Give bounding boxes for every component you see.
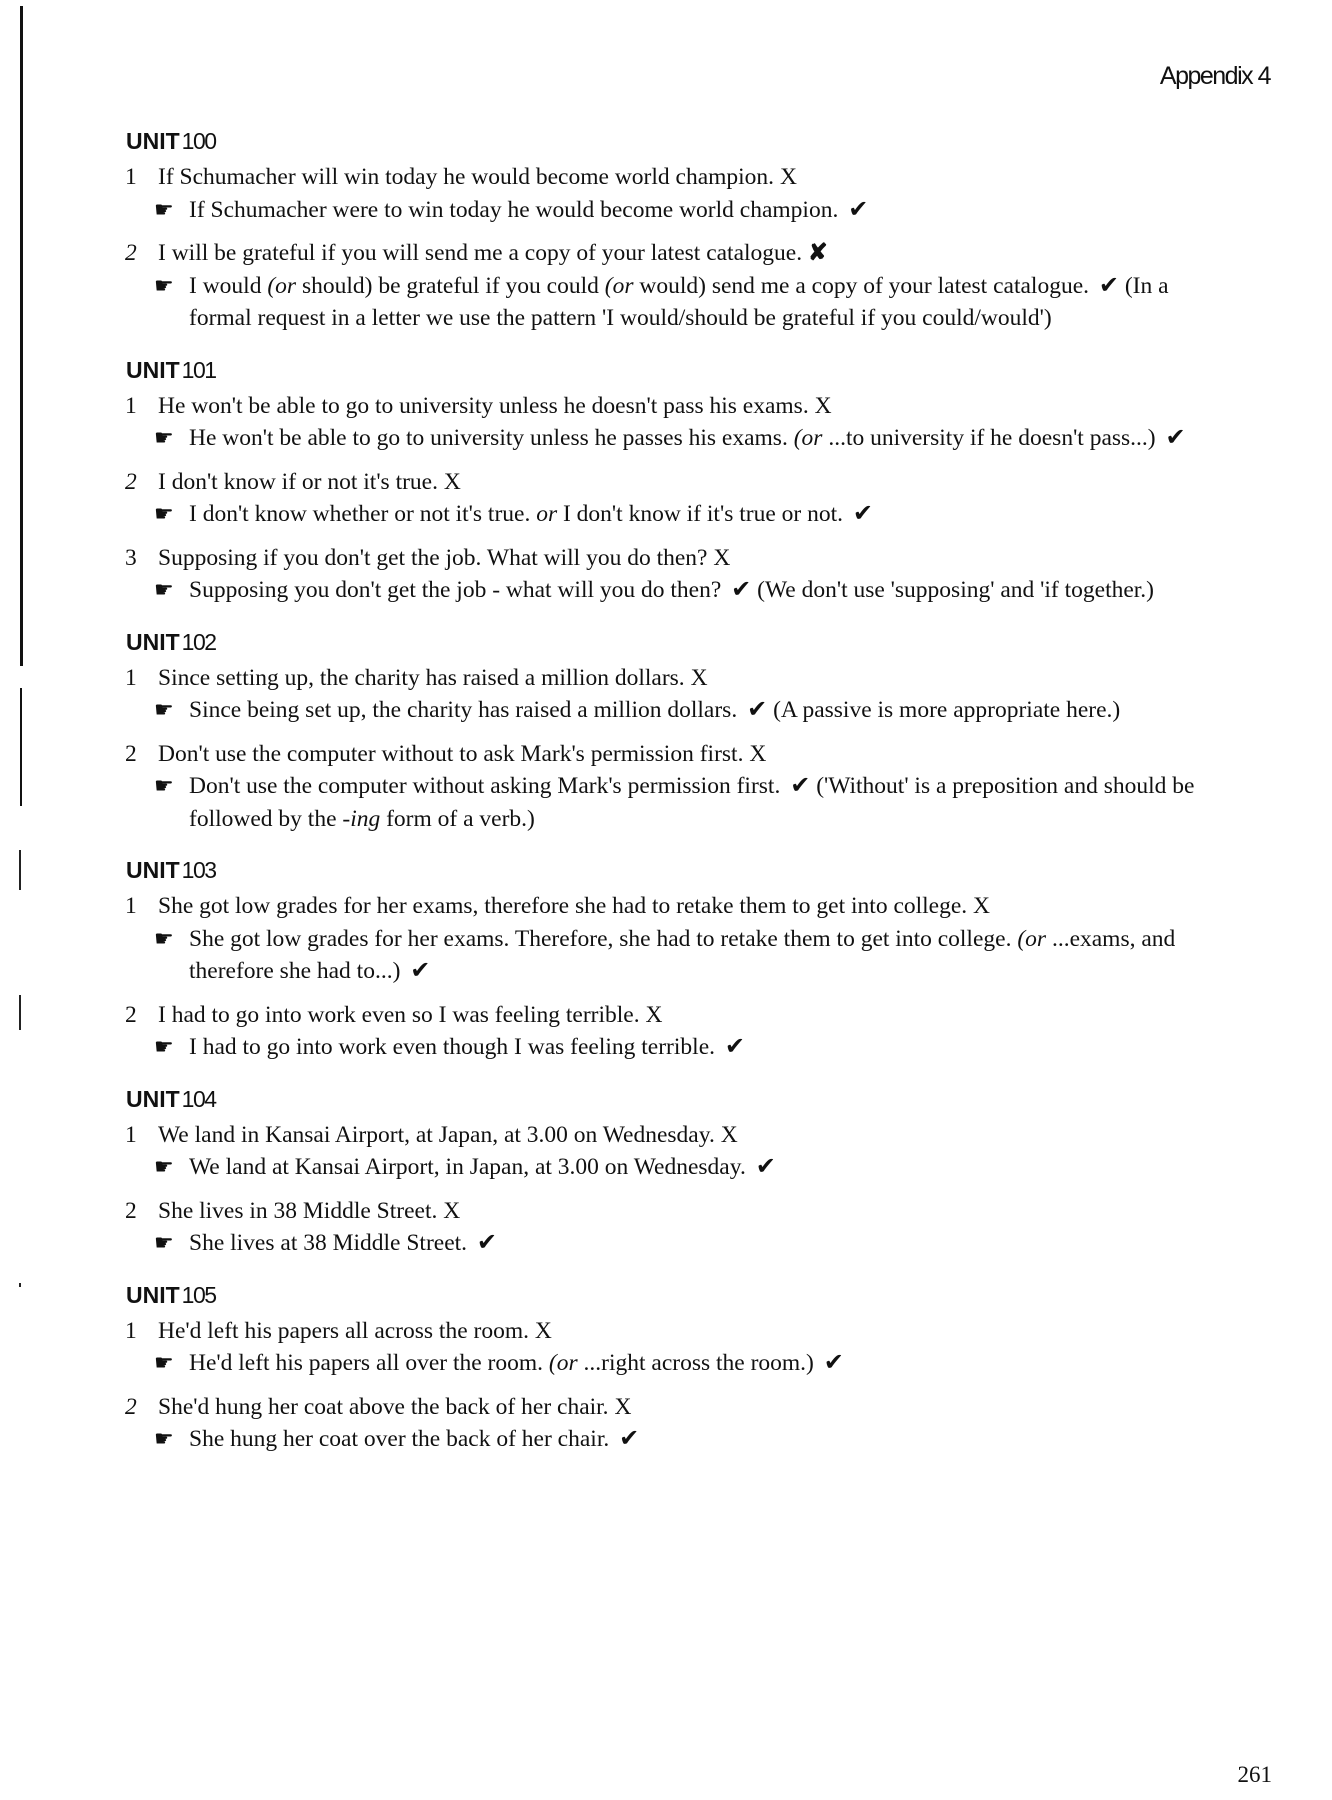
corrected-sentence: ☛ He won't be able to go to university unless he passes his exams. (or ...to university if he doesn't pass...) ✔: [122, 422, 1202, 455]
pointing-hand-icon: ☛: [154, 1230, 174, 1255]
unit-keyword: UNIT: [126, 356, 180, 383]
italic-term: (or: [1017, 925, 1047, 952]
incorrect-text: I had to go into work even so I was feeling terrible. X: [158, 1001, 663, 1028]
incorrect-sentence: [122, 999, 1202, 1032]
wrong-mark: X: [720, 1121, 738, 1148]
scan-mark: [19, 1283, 21, 1287]
pointing-hand-icon: ☛: [154, 196, 174, 222]
incorrect-text: He'd left his papers all across the room. X: [158, 1317, 552, 1344]
incorrect-sentence: [122, 1119, 1202, 1152]
unit-heading: [126, 1086, 1202, 1113]
incorrect-sentence: [122, 1195, 1202, 1228]
answer-item: [122, 1195, 1202, 1260]
italic-term: (or: [793, 425, 823, 451]
scan-mark: [19, 995, 21, 1030]
wrong-mark: X: [534, 1317, 552, 1344]
binding-edge-line: [20, 6, 23, 666]
answer-item: [122, 466, 1202, 531]
incorrect-sentence: [122, 662, 1202, 695]
page-number: 261: [1237, 1762, 1272, 1787]
italic-term: (or: [548, 1350, 578, 1376]
corrected-sentence: ☛ We land at Kansai Airport, in Japan, at 3.00 on Wednesday. ✔: [122, 1151, 1202, 1184]
pointing-hand-icon: ☛: [154, 501, 174, 526]
corrected-sentence: ☛ Supposing you don't get the job - what will you do then? ✔ (We don't use 'supposing' and 'if together.): [122, 574, 1202, 607]
tick-icon: ✔: [1098, 272, 1119, 299]
incorrect-text: She lives in 38 Middle Street. X: [158, 1197, 461, 1224]
incorrect-sentence: [122, 237, 1202, 270]
corrected-sentence: ☛ I don't know whether or not it's true. or I don't know if it's true or not. ✔: [122, 498, 1202, 531]
italic-term: -ing: [342, 805, 381, 832]
tick-icon: ✔: [619, 1426, 640, 1452]
unit-number: 104: [181, 1085, 216, 1112]
italic-term: or: [536, 501, 558, 527]
explanation-note: ('Without' is a preposition and should be followed by the -ing form of a verb.): [189, 773, 1195, 832]
unit-section: [122, 857, 1202, 1064]
italic-term: (or: [604, 272, 634, 299]
item-number: 3: [125, 544, 137, 571]
pointing-hand-icon: ☛: [154, 773, 174, 798]
incorrect-text: Don't use the computer without to ask Mark's permission first. X: [158, 740, 767, 767]
corrected-sentence: ☛ I had to go into work even though I was feeling terrible. ✔: [122, 1031, 1202, 1064]
incorrect-sentence: [122, 161, 1202, 194]
corrected-sentence: ☛ She lives at 38 Middle Street. ✔: [122, 1227, 1202, 1260]
corrected-sentence: ☛ He'd left his papers all over the room. (or ...right across the room.) ✔: [122, 1347, 1202, 1380]
incorrect-text: We land in Kansai Airport, at Japan, at 3.00 on Wednesday. X: [158, 1121, 738, 1148]
unit-keyword: UNIT: [126, 857, 180, 883]
tick-icon: ✔: [848, 196, 869, 223]
incorrect-text: I will be grateful if you will send me a copy of your latest catalogue. ✘: [158, 240, 828, 266]
unit-number: 102: [181, 628, 216, 655]
incorrect-text: Supposing if you don't get the job. What will you do then? X: [158, 544, 731, 571]
wrong-mark: X: [749, 740, 767, 767]
answer-item: [122, 999, 1202, 1064]
wrong-mark: X: [779, 164, 797, 190]
corrected-sentence: ☛ She hung her coat over the back of her chair. ✔: [122, 1423, 1202, 1456]
item-number: 2: [125, 1001, 137, 1028]
corrected-sentence: ☛ I would (or should) be grateful if you could (or would) send me a copy of your latest catalogue. ✔ (In a formal request in a letter we use the pattern 'I would/should be grateful if you could/would'): [122, 270, 1202, 335]
item-number: 1: [125, 664, 137, 691]
running-head: Appendix 4: [1159, 62, 1270, 90]
item-number: 2: [125, 740, 137, 767]
answer-item: [122, 662, 1202, 727]
incorrect-sentence: [122, 1391, 1202, 1424]
corrected-sentence: ☛ If Schumacher were to win today he would become world champion. ✔: [122, 194, 1202, 227]
scan-mark: [19, 850, 21, 890]
answer-item: [122, 390, 1202, 455]
unit-number: 100: [181, 128, 216, 154]
wrong-mark: X: [814, 392, 832, 419]
item-number: 2: [125, 1197, 137, 1224]
answer-key-content: [122, 128, 1202, 1478]
item-number: 1: [125, 893, 137, 919]
item-number: 1: [125, 1317, 137, 1344]
cross-icon: ✘: [807, 240, 828, 266]
unit-heading: [126, 357, 1202, 384]
tick-icon: ✔: [410, 958, 431, 984]
answer-item: [122, 237, 1202, 335]
answer-item: [122, 890, 1202, 988]
wrong-mark: X: [645, 1001, 663, 1028]
incorrect-text: He won't be able to go to university unless he doesn't pass his exams. X: [158, 392, 832, 419]
unit-keyword: UNIT: [126, 128, 180, 154]
answer-item: [122, 1391, 1202, 1456]
incorrect-sentence: [122, 1315, 1202, 1348]
answer-item: [122, 1119, 1202, 1184]
pointing-hand-icon: ☛: [154, 697, 174, 722]
pointing-hand-icon: ☛: [154, 1350, 174, 1375]
unit-heading: [126, 128, 1202, 155]
answer-item: [122, 1315, 1202, 1380]
pointing-hand-icon: ☛: [154, 925, 174, 951]
tick-icon: ✔: [755, 1154, 776, 1180]
unit-number: 105: [181, 1281, 216, 1308]
unit-section: [122, 1086, 1202, 1260]
item-number: 2: [125, 1393, 137, 1420]
explanation-note: (A passive is more appropriate here.): [773, 697, 1121, 723]
tick-icon: ✔: [790, 773, 811, 799]
item-number: 2: [125, 468, 137, 495]
corrected-sentence: ☛ She got low grades for her exams. Therefore, she had to retake them to get into college. (or ...exams, and therefore she had to...) ✔: [122, 923, 1202, 988]
incorrect-text: She'd hung her coat above the back of her chair. X: [158, 1393, 632, 1420]
unit-keyword: UNIT: [126, 1085, 180, 1112]
incorrect-text: She got low grades for her exams, therefore she had to retake them to get into college. X: [158, 893, 991, 919]
tick-icon: ✔: [852, 501, 873, 527]
unit-number: 103: [181, 857, 216, 883]
tick-icon: ✔: [747, 697, 768, 723]
item-number: 1: [125, 392, 137, 419]
answer-item: [122, 542, 1202, 607]
pointing-hand-icon: ☛: [154, 272, 174, 298]
incorrect-text: If Schumacher will win today he would become world champion. X: [158, 164, 797, 190]
unit-heading: [126, 857, 1202, 884]
unit-section: [122, 357, 1202, 607]
binding-edge-line: [20, 688, 22, 806]
answer-item: [122, 161, 1202, 226]
tick-icon: ✔: [731, 577, 752, 603]
incorrect-text: Since setting up, the charity has raised a million dollars. X: [158, 664, 708, 691]
italic-term: (or: [267, 272, 297, 299]
wrong-mark: X: [973, 893, 991, 919]
incorrect-text: I don't know if or not it's true. X: [158, 468, 461, 495]
tick-icon: ✔: [476, 1230, 498, 1256]
unit-keyword: UNIT: [126, 1281, 180, 1308]
explanation-note: (In a formal request in a letter we use the pattern 'I would/should be grateful if you could/would'): [189, 272, 1169, 331]
wrong-mark: X: [614, 1393, 632, 1420]
pointing-hand-icon: ☛: [154, 425, 174, 450]
wrong-mark: X: [713, 544, 731, 571]
wrong-mark: X: [690, 664, 708, 691]
unit-number: 101: [181, 356, 216, 383]
incorrect-sentence: [122, 738, 1202, 771]
unit-section: [122, 1282, 1202, 1456]
tick-icon: ✔: [1165, 425, 1186, 451]
answer-item: [122, 738, 1202, 836]
explanation-note: (We don't use 'supposing' and 'if together.): [757, 577, 1155, 603]
item-number: 1: [125, 164, 137, 190]
corrected-sentence: ☛ Don't use the computer without asking Mark's permission first. ✔ ('Without' is a preposition and should be followed by the -ing form of a verb.): [122, 770, 1202, 835]
incorrect-sentence: [122, 890, 1202, 923]
wrong-mark: X: [443, 468, 461, 495]
item-number: 2: [125, 240, 137, 266]
unit-section: [122, 128, 1202, 335]
tick-icon: ✔: [823, 1350, 844, 1376]
tick-icon: ✔: [724, 1034, 745, 1060]
pointing-hand-icon: ☛: [154, 1426, 174, 1451]
pointing-hand-icon: ☛: [154, 1034, 174, 1059]
unit-section: [122, 629, 1202, 836]
corrected-sentence: ☛ Since being set up, the charity has raised a million dollars. ✔ (A passive is more appropriate here.): [122, 694, 1202, 727]
item-number: 1: [125, 1121, 137, 1148]
incorrect-sentence: [122, 542, 1202, 575]
pointing-hand-icon: ☛: [154, 1154, 174, 1179]
unit-keyword: UNIT: [126, 628, 180, 655]
incorrect-sentence: [122, 390, 1202, 423]
unit-heading: [126, 629, 1202, 656]
wrong-mark: X: [443, 1197, 461, 1224]
unit-heading: [126, 1282, 1202, 1309]
incorrect-sentence: [122, 466, 1202, 499]
pointing-hand-icon: ☛: [154, 577, 174, 602]
